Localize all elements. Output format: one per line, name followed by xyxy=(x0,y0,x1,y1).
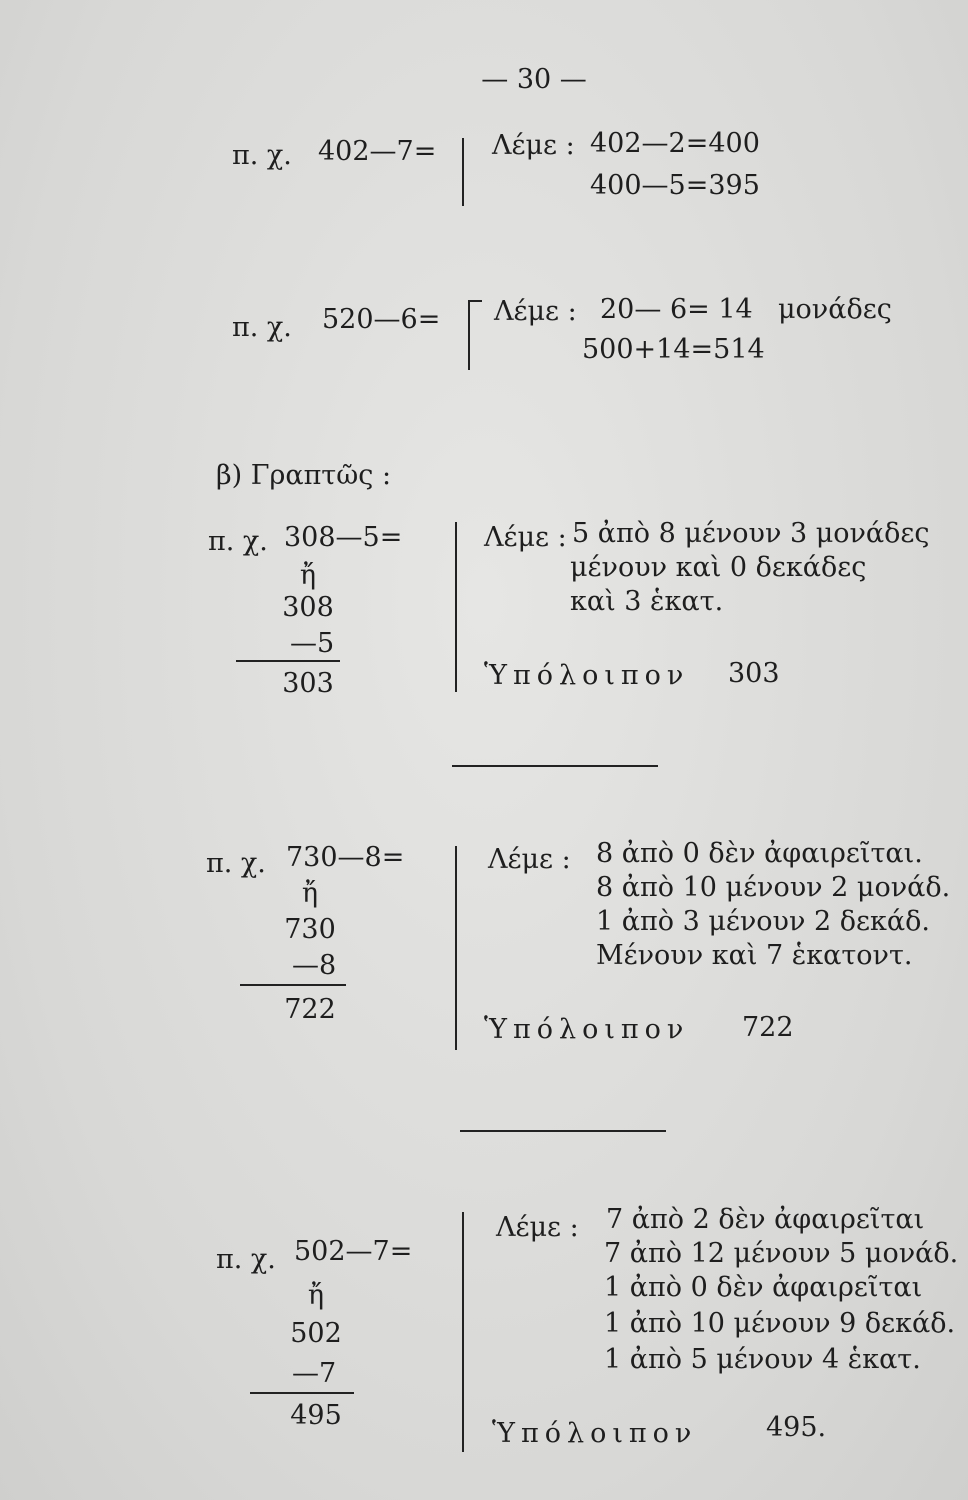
ex2-bracket-top xyxy=(468,300,482,302)
ex5-line-1: 7 ἀπὸ 2 δὲν ἀφαιρεῖται xyxy=(606,1204,925,1235)
ex5-minuend: 502 xyxy=(290,1318,342,1349)
ex4-remainder-value: 722 xyxy=(742,1012,794,1043)
ex1-divider xyxy=(462,138,464,206)
ex1-leme: Λέμε : xyxy=(492,130,575,161)
ex3-line-3: καὶ 3 ἑκατ. xyxy=(570,586,724,617)
ex2-line-2: 500+14=514 xyxy=(582,334,765,365)
ex3-sum-line xyxy=(236,660,340,662)
ex3-problem: 308—5= xyxy=(284,522,403,553)
ex5-line-5: 1 ἀπὸ 5 μένουν 4 ἑκατ. xyxy=(604,1344,921,1375)
ex3-remainder-value: 303 xyxy=(728,658,780,689)
ex3-line-1: 5 ἀπὸ 8 μένουν 3 μονάδες xyxy=(572,518,930,549)
ex5-remainder-value: 495. xyxy=(766,1412,827,1443)
ex3-result: 303 xyxy=(282,668,334,699)
ex3-line-2: μένουν καὶ 0 δεκάδες xyxy=(570,552,867,583)
ex4-prefix: π. χ. xyxy=(206,848,266,879)
ex5-leme: Λέμε : xyxy=(496,1212,579,1243)
ex4-line-4: Μένουν καὶ 7 ἑκατοντ. xyxy=(596,940,913,971)
separator-rule-2 xyxy=(460,1130,666,1132)
ex5-divider xyxy=(462,1212,464,1452)
ex4-result: 722 xyxy=(284,994,336,1025)
ex3-leme: Λέμε : xyxy=(484,522,567,553)
ex3-subtrahend: —5 xyxy=(290,628,335,659)
ex4-subtrahend: —8 xyxy=(292,950,337,981)
ex4-or: ἤ xyxy=(301,878,319,909)
section-heading: β) Γραπτῶς : xyxy=(216,460,392,491)
ex5-line-3: 1 ἀπὸ 0 δὲν ἀφαιρεῖται xyxy=(604,1272,923,1303)
ex1-line-1: 402—2=400 xyxy=(590,128,760,159)
ex3-minuend: 308 xyxy=(282,592,334,623)
ex4-leme: Λέμε : xyxy=(488,844,571,875)
ex1-line-2: 400—5=395 xyxy=(590,170,760,201)
ex5-line-4: 1 ἀπὸ 10 μένουν 9 δεκάδ. xyxy=(604,1308,956,1339)
ex5-or: ἤ xyxy=(307,1280,325,1311)
ex2-line-1: 20— 6= 14 xyxy=(600,294,753,325)
page-number: — 30 — xyxy=(481,64,587,95)
ex2-prefix: π. χ. xyxy=(232,312,292,343)
ex2-divider xyxy=(468,300,470,370)
ex2-leme: Λέμε : xyxy=(494,296,577,327)
ex5-result: 495 xyxy=(290,1400,342,1431)
ex3-or: ἤ xyxy=(299,560,317,591)
ex5-line-2: 7 ἀπὸ 12 μένουν 5 μονάδ. xyxy=(604,1238,959,1269)
ex5-remainder-label: Ὑπόλοιπον xyxy=(492,1418,698,1449)
ex5-problem: 502—7= xyxy=(294,1236,413,1267)
ex4-line-1: 8 ἀπὸ 0 δὲν ἀφαιρεῖται. xyxy=(596,838,923,869)
ex4-line-3: 1 ἀπὸ 3 μένουν 2 δεκάδ. xyxy=(596,906,930,937)
ex2-line-1-unit: μονάδες xyxy=(778,294,892,325)
ex3-prefix: π. χ. xyxy=(208,526,268,557)
ex4-line-2: 8 ἀπὸ 10 μένουν 2 μονάδ. xyxy=(596,872,951,903)
ex4-remainder-label: Ὑπόλοιπον xyxy=(484,1014,690,1045)
ex1-problem: 402—7= xyxy=(318,136,437,167)
ex4-minuend: 730 xyxy=(284,914,336,945)
ex4-problem: 730—8= xyxy=(286,842,405,873)
ex5-subtrahend: —7 xyxy=(292,1358,337,1389)
ex4-sum-line xyxy=(240,984,346,986)
separator-rule-1 xyxy=(452,765,658,767)
ex5-prefix: π. χ. xyxy=(216,1244,276,1275)
ex5-sum-line xyxy=(250,1392,354,1394)
ex1-prefix: π. χ. xyxy=(232,140,292,171)
ex2-problem: 520—6= xyxy=(322,304,441,335)
ex4-divider xyxy=(455,846,457,1050)
ex3-remainder-label: Ὑπόλοιπον xyxy=(484,660,690,691)
ex3-divider xyxy=(455,522,457,692)
